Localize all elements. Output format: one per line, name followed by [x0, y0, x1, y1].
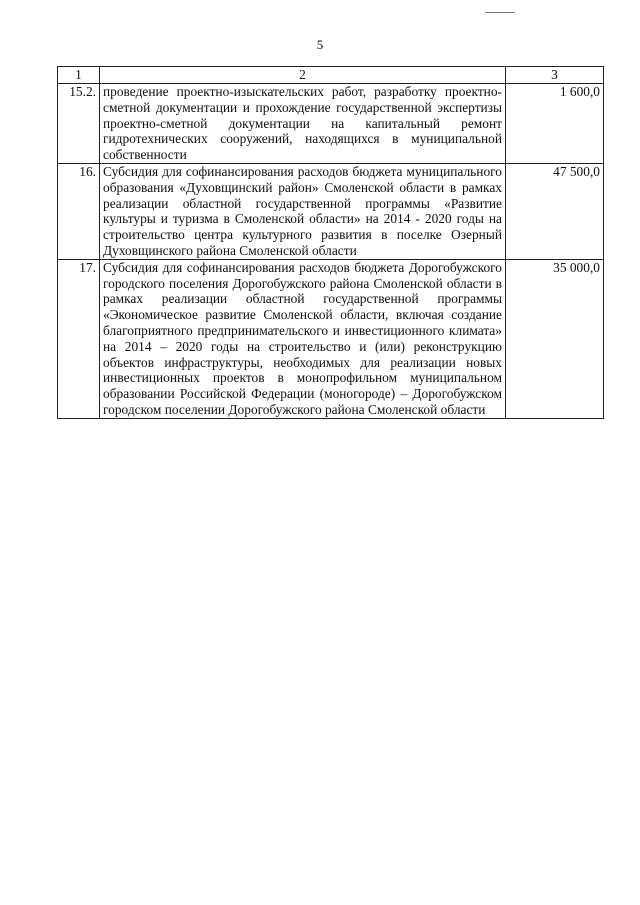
row-description: проведение проектно-изыскательских работ, разработку проектно-сметной документации и прохождение государственной экспертизы проектно-сметной документации на капитальный ремонт гидротехнических сооружений, находящихся в муниципальной собственности [100, 84, 506, 164]
row-number: 15.2. [58, 84, 100, 164]
table-row [58, 84, 604, 164]
table-row [58, 259, 604, 418]
row-amount: 35 000,0 [506, 259, 604, 418]
column-header-description: 2 [100, 67, 506, 84]
row-number: 17. [58, 259, 100, 418]
column-header-amount: 3 [506, 67, 604, 84]
row-number: 16. [58, 163, 100, 259]
table-row [58, 163, 604, 259]
page-number: 5 [316, 37, 324, 52]
column-header-number: 1 [58, 67, 100, 84]
table-header-row [58, 67, 604, 84]
row-description: Субсидия для софинансирования расходов бюджета Дорогобужского городского поселения Дорогобужского района Смоленской области в рамках реализации областной государственной программы «Экономическое развитие Смоленской области, включая создание благоприятного предпринимательского и инвестиционного климата» на 2014 – 2020 годы на строительство и (или) реконструкцию объектов инфраструктуры, необходимых для реализации новых инвестиционных проектов в монопрофильном муниципальном образовании Российской Федерации (моногороде) – Дорогобужском городском поселении Дорогобужского района Смоленской области [100, 259, 506, 418]
budget-table [57, 66, 604, 419]
scan-artifact-line [485, 12, 515, 13]
row-amount: 47 500,0 [506, 163, 604, 259]
row-amount: 1 600,0 [506, 84, 604, 164]
row-description: Субсидия для софинансирования расходов бюджета муниципального образования «Духовщинский район» Смоленской области в рамках реализации областной государственной программы «Развитие культуры и туризма в Смоленской области» на 2014 - 2020 годы на строительство центра культурного развития в поселке Озерный Духовщинского района Смоленской области [100, 163, 506, 259]
